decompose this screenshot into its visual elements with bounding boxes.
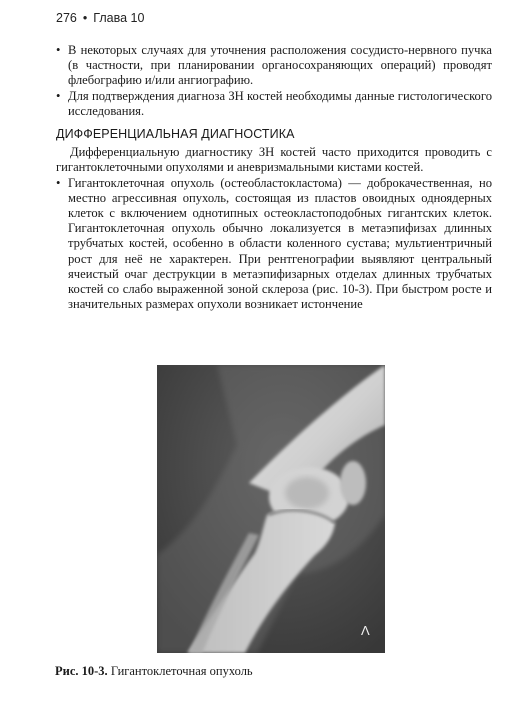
body-text — [56, 43, 492, 312]
figure-caption — [55, 664, 253, 679]
bullet-text: В некоторых случаях для уточнения расположения сосудисто-нервного пучка (в частности, при планировании органосохраняющих операций) проводят флебографию и/или ангиографию. — [68, 43, 492, 88]
bullet-text: Гигантоклеточная опухоль (остеобластокластома) — доброкачественная, но местно агрессивная опухоль, состоящая из пластов овоидных одноядерных клеток с включением однотипных остеокластоподобных гигантских клеток. Гигантоклеточная опухоль обычно локализуется в метаэпифизах длинных трубчатых костей, особенно в области коленного сустава; мультиентричный рост для неё не характерен. При рентгенографии выявляют центральный ячеистый очаг деструкции в метаэпифизарных отделах длинных трубчатых костей со слабо выраженной зоной склероза (рис. 10-3). При быстром росте и значительных размерах опухоли возникает истончение — [68, 175, 492, 312]
bullet-item — [56, 89, 492, 119]
bullet-dot: • — [56, 43, 61, 57]
caption-label: Рис. 10-3. — [55, 664, 108, 678]
page-number: 276 — [56, 11, 77, 25]
chapter-title: Глава 10 — [93, 11, 145, 25]
bullet-item — [56, 176, 492, 313]
header-separator: • — [82, 11, 88, 25]
bullet-dot: • — [56, 88, 61, 103]
bullet-dot: • — [56, 175, 61, 190]
bullet-item — [56, 43, 492, 89]
xray-marker: Λ — [361, 623, 370, 638]
xray-image — [157, 365, 385, 653]
section-heading: ДИФФЕРЕНЦИАЛЬНАЯ ДИАГНОСТИКА — [56, 127, 295, 142]
running-header — [56, 11, 144, 25]
caption-text: Гигантоклеточная опухоль — [110, 664, 253, 678]
section-intro: Дифференциальную диагностику ЗН костей часто приходится проводить с гигантоклеточными опухолями и аневризмальными кистами костей. — [56, 145, 492, 175]
xray-figure — [157, 365, 385, 653]
bullet-text: Для подтверждения диагноза ЗН костей необходимы данные гистологического исследования. — [68, 88, 492, 118]
